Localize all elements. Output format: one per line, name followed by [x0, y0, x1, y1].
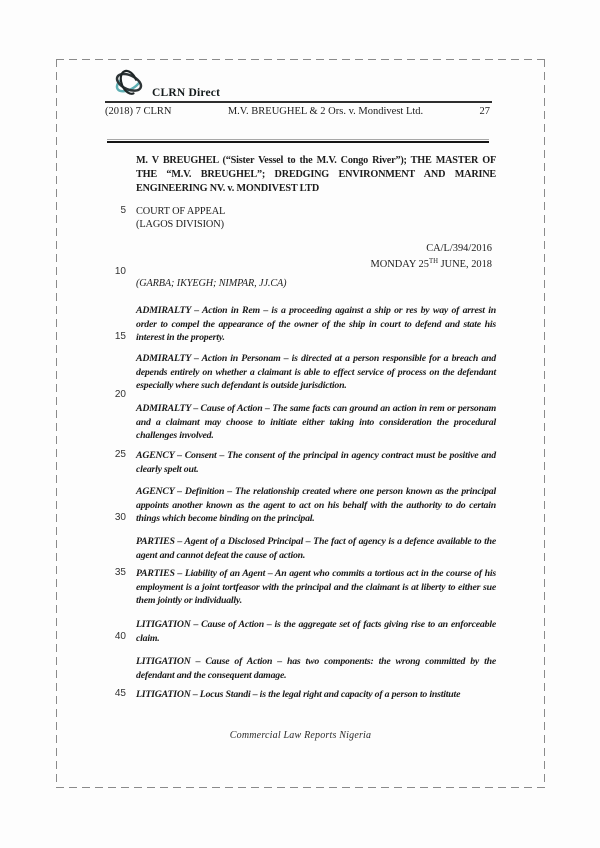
headnote-paragraph: ADMIRALTY – Cause of Action – The same facts can ground an action in rem or personam and a claimant may choose to initiate either taking into consideration the procedural challenges involved.: [136, 403, 496, 442]
line-number-20: 20: [114, 389, 126, 400]
judgment-date-prefix: MONDAY 25: [370, 259, 429, 271]
case-title: M. V BREUGHEL (“Sister Vessel to the M.V. Congo River”); THE MASTER OF THE “M.V. BREUGHEL”; DREDGING ENVIRONMENT AND MARINE ENGINEERING NV. v. MONDIVEST LTD: [136, 155, 496, 194]
running-head-rule-thick: [107, 141, 489, 143]
footer-publication-name: Commercial Law Reports Nigeria: [229, 730, 372, 741]
running-head-page-number: 27: [479, 106, 490, 117]
line-number-40: 40: [114, 631, 126, 642]
headnote-paragraph: PARTIES – Agent of a Disclosed Principal – The fact of agency is a defence available to the agent and cannot defeat the cause of action.: [136, 536, 496, 561]
line-number-10: 10: [114, 266, 126, 277]
clrn-logo-icon: [112, 65, 146, 98]
judgment-date: [136, 255, 492, 271]
headnote-paragraph: ADMIRALTY – Action in Rem – is a proceeding against a ship or res by way of arrest in order to compel the appearance of the owner of the ship in court to defend and state his interest in the property.: [136, 305, 496, 344]
headnote-paragraph: LITIGATION – Locus Standi – is the legal right and capacity of a person to institute: [136, 689, 461, 700]
case-reference-block: [136, 242, 492, 271]
court-block: [136, 205, 496, 231]
judgment-date-suffix: JUNE, 2018: [438, 259, 492, 271]
line-number-45: 45: [114, 688, 126, 699]
line-number-15: 15: [114, 331, 126, 342]
headnote-paragraph: LITIGATION – Cause of Action – has two components: the wrong committed by the defendant and the consequent damage.: [136, 656, 496, 681]
running-head-case-title: M.V. BREUGHEL & 2 Ors. v. Mondivest Ltd.: [227, 106, 424, 117]
headnote-paragraph: AGENCY – Definition – The relationship created where one person known as the principal appoints another known as the agent to act on his behalf with the authority to do certain things which become binding on the principal.: [136, 486, 496, 525]
running-head-rule-thin: [107, 139, 489, 140]
running-head-volume: (2018) 7 CLRN: [105, 106, 172, 117]
line-number-35: 35: [114, 567, 126, 578]
header-rule: [105, 101, 492, 103]
page-border-right: [544, 59, 545, 788]
headnote-paragraph: PARTIES – Liability of an Agent – An agent who commits a tortious act in the course of his employment is a joint tortfeasor with the principal and the claimant is at liberty to either sue them jointly or individually.: [136, 568, 496, 607]
case-number: CA/L/394/2016: [426, 243, 492, 254]
line-number-25: 25: [114, 449, 126, 460]
line-number-30: 30: [114, 512, 126, 523]
court-name: COURT OF APPEAL: [136, 206, 226, 217]
page-border-top: [56, 59, 545, 60]
headnote-paragraph: AGENCY – Consent – The consent of the principal in agency contract must be positive and clearly spelt out.: [136, 450, 496, 475]
brand-name: CLRN Direct: [152, 87, 221, 99]
judgment-date-ordinal: TH: [428, 258, 439, 266]
headnote-paragraph: ADMIRALTY – Action in Personam – is directed at a person responsible for a breach and depends entirely on whether a claimant is able to effect service of process on the defendant especially where such defendant is outside jurisdiction.: [136, 353, 496, 392]
page-border-bottom: [56, 787, 545, 788]
judges-line: (GARBA; IKYEGH; NIMPAR, JJ.CA): [136, 278, 287, 289]
page-border-left: [56, 59, 57, 788]
line-number-5: 5: [120, 205, 126, 216]
running-head: [105, 106, 490, 117]
court-division: (LAGOS DIVISION): [136, 219, 224, 230]
headnote-paragraph: LITIGATION – Cause of Action – is the aggregate set of facts giving rise to an enforceable claim.: [136, 619, 496, 644]
